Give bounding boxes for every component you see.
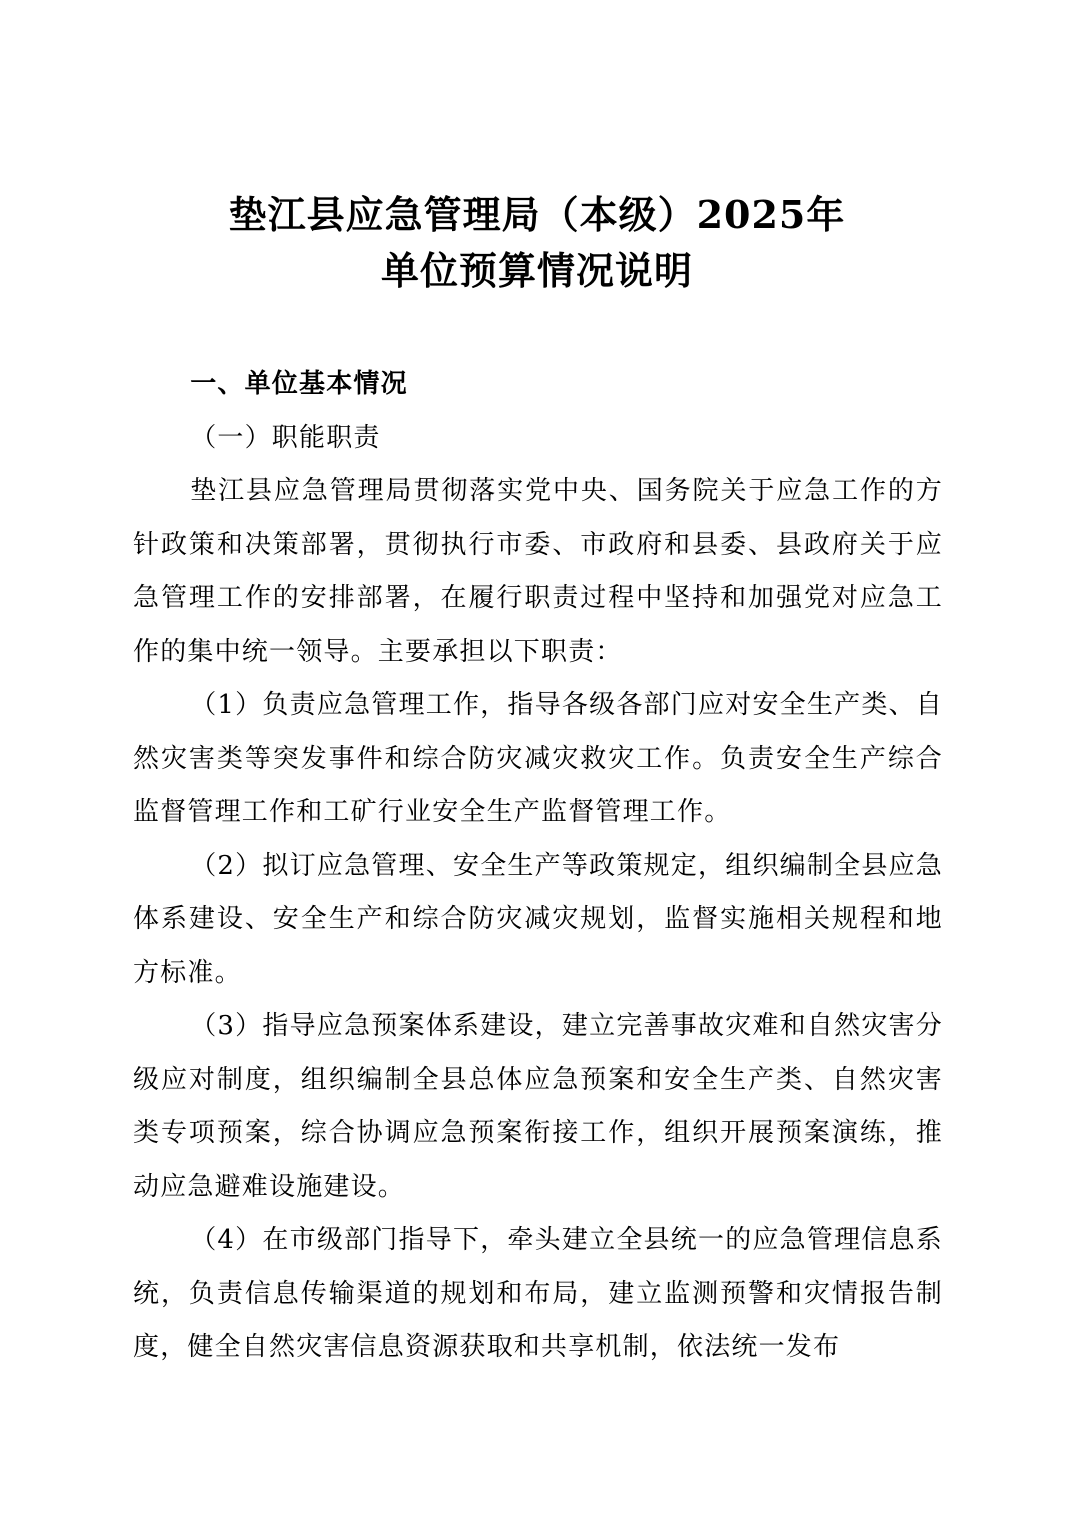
page-title-line-1: 垫江县应急管理局（本级）2025年 [228,192,846,237]
document-body [133,358,943,1375]
paragraph: （1）负责应急管理工作，指导各级各部门应对安全生产类、自然灾害类等突发事件和综合防灾减灾救灾工作。负责安全生产综合监督管理工作和工矿行业安全生产监督管理工作。 [133,690,943,827]
paragraph: 垫江县应急管理局贯彻落实党中央、国务院关于应急工作的方针政策和决策部署，贯彻执行市委、市政府和县委、县政府关于应急管理工作的安排部署，在履行职责过程中坚持和加强党对应急工作的集中统一领导。主要承担以下职责： [133,476,943,667]
paragraph: （3）指导应急预案体系建设，建立完善事故灾难和自然灾害分级应对制度，组织编制全县总体应急预案和安全生产类、自然灾害类专项预案，综合协调应急预案衔接工作，组织开展预案演练，推动应急避难设施建设。 [133,1011,943,1202]
paragraph: （4）在市级部门指导下，牵头建立全县统一的应急管理信息系统，负责信息传输渠道的规划和布局，建立监测预警和灾情报告制度，健全自然灾害信息资源获取和共享机制，依法统一发布 [133,1225,943,1362]
subsection-heading: （一）职能职责 [190,422,381,453]
page-title-line-2: 单位预算情况说明 [380,248,693,293]
section-heading: 一、单位基本情况 [190,369,408,399]
paragraph: （2）拟订应急管理、安全生产等政策规定，组织编制全县应急体系建设、安全生产和综合防灾减灾规划，监督实施相关规程和地方标准。 [133,850,943,988]
